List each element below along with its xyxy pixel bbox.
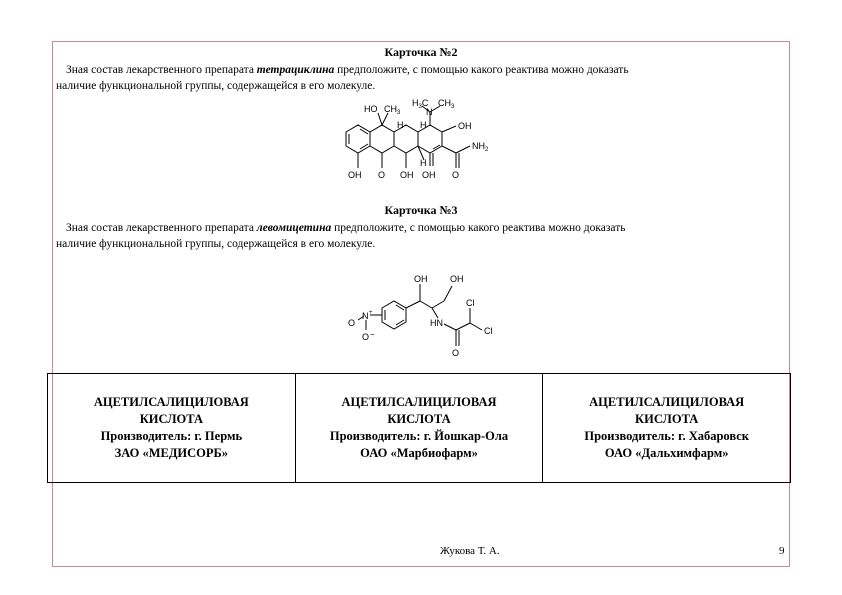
card3-question: Зная состав лекарственного препарата левомицетина предположите, с помощью какого реактива можно доказать наличие функциональной группы, содержащейся в его молекуле. (56, 222, 626, 250)
tetracycline-structure (330, 98, 520, 190)
svg-text:O: O (348, 318, 356, 328)
svg-text:CH3: $CH_3$ (438, 98, 455, 110)
chloramphenicol-structure (342, 268, 512, 360)
card2-question: Зная состав лекарственного препарата тетрациклина предположите, с помощью какого реактива можно доказать наличие функциональной группы, содержащейся в его молекуле. (56, 64, 629, 92)
svg-text:N: N (426, 107, 433, 117)
svg-text:OH: OH (422, 170, 436, 180)
svg-text:+: + (369, 310, 373, 316)
svg-text:OH: OH (414, 274, 428, 284)
table-cell: АЦЕТИЛСАЛИЦИЛОВАЯ КИСЛОТА Производитель: г. Хабаровск ОАО «Дальхимфарм» (584, 395, 750, 460)
card2-drug-name: тетрациклина (256, 64, 335, 76)
svg-text:OH: OH (458, 121, 472, 131)
svg-text:−: − (370, 330, 375, 339)
svg-text:H: H (420, 120, 427, 130)
manufacturers-table (47, 373, 791, 483)
svg-text:OH: OH (400, 170, 414, 180)
svg-text:N: N (362, 311, 369, 321)
table-cell: АЦЕТИЛСАЛИЦИЛОВАЯ КИСЛОТА Производитель: г. Йошкар-Ола ОАО «Марбиофарм» (296, 374, 544, 482)
svg-text:HO: HO (364, 104, 378, 114)
svg-text:NH2: $NH_2$ (472, 141, 489, 153)
card3-title: Карточка №3 (384, 203, 458, 217)
table-cell: АЦЕТИЛСАЛИЦИЛОВАЯ КИСЛОТА Производитель: г. Пермь ЗАО «МЕДИСОРБ» (48, 374, 296, 482)
card3-drug-name: левомицетина (256, 222, 332, 234)
svg-text:OH: OH (450, 274, 464, 284)
svg-text:CH3: $CH_3$ (384, 104, 401, 116)
card2-title: Карточка №2 (384, 45, 458, 59)
page-number: 9 (779, 545, 785, 557)
svg-text:OH: OH (348, 170, 362, 180)
svg-text:O: O (378, 170, 386, 180)
svg-text:HN: HN (430, 318, 443, 328)
svg-text:O: O (362, 332, 370, 342)
svg-text:H3C: $H_3C$ (412, 98, 429, 110)
footer-author: Жукова Т. А. (440, 545, 500, 557)
svg-text:Cl: Cl (484, 326, 493, 336)
svg-text:O: O (452, 170, 460, 180)
svg-text:Cl: Cl (466, 298, 475, 308)
svg-text:O: O (452, 348, 460, 358)
svg-text:H: H (397, 120, 404, 130)
svg-text:H: H (420, 158, 427, 168)
